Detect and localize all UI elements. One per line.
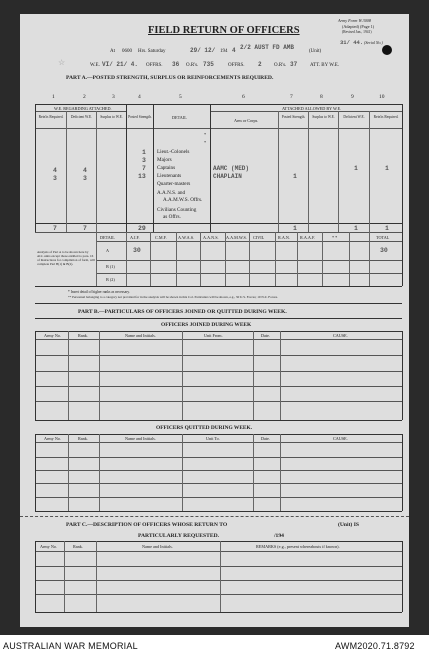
col7-value: 1 (293, 173, 297, 180)
col2-value: 4 (83, 167, 87, 174)
analysis-header: A.I.F. (130, 235, 140, 240)
part-c-col-header: REMARKS (e.g., present whereabouts if known). (256, 544, 340, 549)
analysis-row-label: B (1) (106, 264, 115, 269)
rank-label: Captains (157, 165, 176, 171)
adapted-label: (Adapted) (Page 1) (342, 24, 375, 29)
quitted-col-header: CAUSE. (333, 436, 348, 441)
part-c-unit-suffix: (Unit) IS (338, 522, 359, 528)
credit-right: AWM2020.71.8792 (335, 641, 415, 651)
at-time: 0600 (122, 49, 132, 54)
arm-corps-value: AAMC (MED) (213, 165, 250, 172)
unit-suffix: (Unit) (309, 49, 322, 54)
rank-label: Lieutenants (157, 173, 182, 179)
analysis-note: Analysis of Part A to be shown here by ALL units except those entitled to para. 16 of Instructions for compilation of form, will complete Part B(1) & B(2). (37, 250, 95, 266)
binder-hole (382, 45, 392, 55)
rank-label: Lieut.-Colonels (157, 149, 190, 155)
analysis-header: CIVIL (253, 235, 265, 240)
field-return-form (20, 14, 409, 627)
total-value: 1 (354, 225, 358, 232)
footnote: ** Personnel belonging to a category not provided for in the analysis will be shown in this Col. Particulars will be shown, e.g., 30 U.S. Forces; 10 N.Z. Forces. (68, 295, 278, 299)
column-number: 10 (379, 94, 385, 100)
rank-label: A.A.N.S. and (157, 190, 186, 196)
joined-col-header: Army No. (44, 333, 61, 338)
analysis-header: * * (332, 235, 338, 240)
revised-label: (Revised Jan., 1941) (342, 30, 372, 34)
arm-corps-header: Arm or Corps. (234, 118, 259, 123)
joined-col-header: Name and Initials. (125, 333, 156, 338)
col10-value: 1 (385, 165, 389, 172)
ors2-typed: 37 (290, 61, 298, 68)
we-label: W.E. (90, 63, 100, 68)
rank-label: A.A.M.W.S. Offrs. (163, 197, 203, 203)
total-value: 1 (293, 225, 297, 232)
joined-title: OFFICERS JOINED DURING WEEK (161, 322, 252, 328)
total-value: 7 (83, 225, 87, 232)
credit-left: AUSTRALIAN WAR MEMORIAL (3, 641, 138, 651)
analysis-header: TOTAL (376, 235, 390, 240)
part-c-col-header: Army No. (40, 544, 57, 549)
col4-value: 7 (142, 165, 146, 172)
quitted-col-header: Army No. (44, 436, 61, 441)
offrs-label: OFFRS. (146, 63, 163, 68)
ors-label: O.R's. (186, 63, 199, 68)
year-printed: 194 (220, 49, 228, 54)
col-header: Posted Strength. (128, 115, 152, 119)
column-number: 2 (83, 94, 86, 100)
offrs2-label: OFFRS. (228, 63, 245, 68)
date-typed: 29/ 12/ (190, 47, 216, 54)
asterisk-mark: * (204, 132, 207, 137)
column-number: 6 (242, 94, 245, 100)
footnote: * Insert detail of higher ranks as necessary. (68, 290, 130, 294)
total-value: 1 (385, 225, 389, 232)
column-number: 1 (52, 94, 55, 100)
column-number: 8 (320, 94, 323, 100)
rank-label: Quarter-masters (157, 181, 191, 187)
quitted-col-header: Name and Initials. (125, 436, 156, 441)
part-c-title: PART C.—DESCRIPTION OF OFFICERS WHOSE RETURN TO (66, 522, 228, 528)
analysis-header: R.A.A.F. (300, 235, 316, 240)
group-we-header: W.E. REGARDING ATTACHED. (54, 106, 112, 111)
total-value: 29 (138, 225, 146, 232)
joined-col-header: Rank. (78, 333, 88, 338)
army-form-number: Army Form W.3008 (338, 18, 371, 23)
joined-col-header: Date. (261, 333, 270, 338)
we-typed: VI/ 21/ 4. (102, 61, 139, 68)
quitted-col-header: Date. (261, 436, 270, 441)
unit-typed: 2/2 AUST FD AMB (240, 44, 295, 51)
form-title: FIELD RETURN OF OFFICERS (148, 25, 300, 36)
year-typed: 4 (232, 47, 236, 54)
part-c-requested: PARTICULARLY REQUESTED. (138, 533, 220, 539)
col4-value: 3 (142, 157, 146, 164)
serial-typed: 31/ 44. (340, 39, 364, 46)
analysis-row-label: A (106, 248, 110, 253)
col1-value: 3 (53, 175, 57, 182)
analysis-header: DETAIL (100, 235, 115, 240)
group-allowed-header: ATTACHED ALLOWED BY W.E. (282, 106, 342, 111)
col-header: Deficient W.E. (343, 115, 365, 119)
arm-corps-value: CHAPLAIN (213, 173, 242, 180)
analysis-header: C.M.F. (155, 235, 167, 240)
joined-col-header: CAUSE. (333, 333, 348, 338)
col2-value: 3 (83, 175, 87, 182)
ors2-label: O.R's. (274, 63, 287, 68)
detail-header: DETAIL (172, 115, 187, 120)
analysis-header: R.A.N. (278, 235, 290, 240)
at-prefix: At (110, 49, 115, 54)
joined-col-header: Unit From. (204, 333, 223, 338)
col-header: Rein'ts Required. (38, 115, 64, 119)
col9-value: 1 (354, 165, 358, 172)
col-header: Surplus to W.E. (312, 115, 335, 119)
asterisk-mark: * (204, 140, 207, 145)
column-number: 3 (112, 94, 115, 100)
col4-value: 13 (138, 173, 146, 180)
quitted-col-header: Rank. (78, 436, 88, 441)
part-c-col-header: Name and Initials. (142, 544, 173, 549)
col-header: Surplus to W.E. (100, 115, 123, 119)
column-number: 4 (138, 94, 141, 100)
column-number: 7 (290, 94, 293, 100)
analysis-header: A.W.A.S. (178, 235, 195, 240)
serial-label: (Serial No.) (364, 40, 383, 45)
att-by-we-label: ATT. BY W.E. (310, 63, 340, 68)
analysis-header: A.A.N.S. (203, 235, 219, 240)
rank-label: Civilians Counting (157, 207, 197, 213)
aif-value: 30 (133, 247, 141, 254)
offrs-typed: 36 (172, 61, 180, 68)
rank-label: Majors (157, 157, 172, 163)
analysis-row-label: B (2) (106, 277, 115, 282)
col4-value: 1 (142, 149, 146, 156)
part-c-col-header: Rank. (73, 544, 83, 549)
analysis-header: A.A.M.W.S. (226, 235, 247, 240)
ors-typed: 735 (203, 61, 214, 68)
we-arrow: ☆ (58, 58, 66, 67)
offrs2-typed: 2 (258, 61, 262, 68)
rank-label: as Offrs. (163, 214, 181, 220)
part-a-title: PART A.—POSTED STRENGTH, SURPLUS OR REINFORCEMENTS REQUIRED. (66, 75, 274, 81)
at-hrs-saturday: Hrs. Saturday (138, 49, 166, 54)
column-number: 9 (351, 94, 354, 100)
quitted-col-header: Unit To. (206, 436, 220, 441)
total-value: 7 (53, 225, 57, 232)
analysis-total-value: 30 (380, 247, 388, 254)
part-c-date: /194 (274, 533, 284, 539)
col1-value: 4 (53, 167, 57, 174)
col-header: Deficient W.E. (70, 115, 93, 119)
col-header: Rein'ts Required. (373, 115, 399, 119)
quitted-title: OFFICERS QUITTED DURING WEEK. (156, 425, 253, 431)
column-number: 5 (179, 94, 182, 100)
part-b-title: PART B.—PARTICULARS OF OFFICERS JOINED OR QUITTED DURING WEEK. (78, 309, 287, 315)
col-header: Posted Strength. (281, 115, 306, 119)
